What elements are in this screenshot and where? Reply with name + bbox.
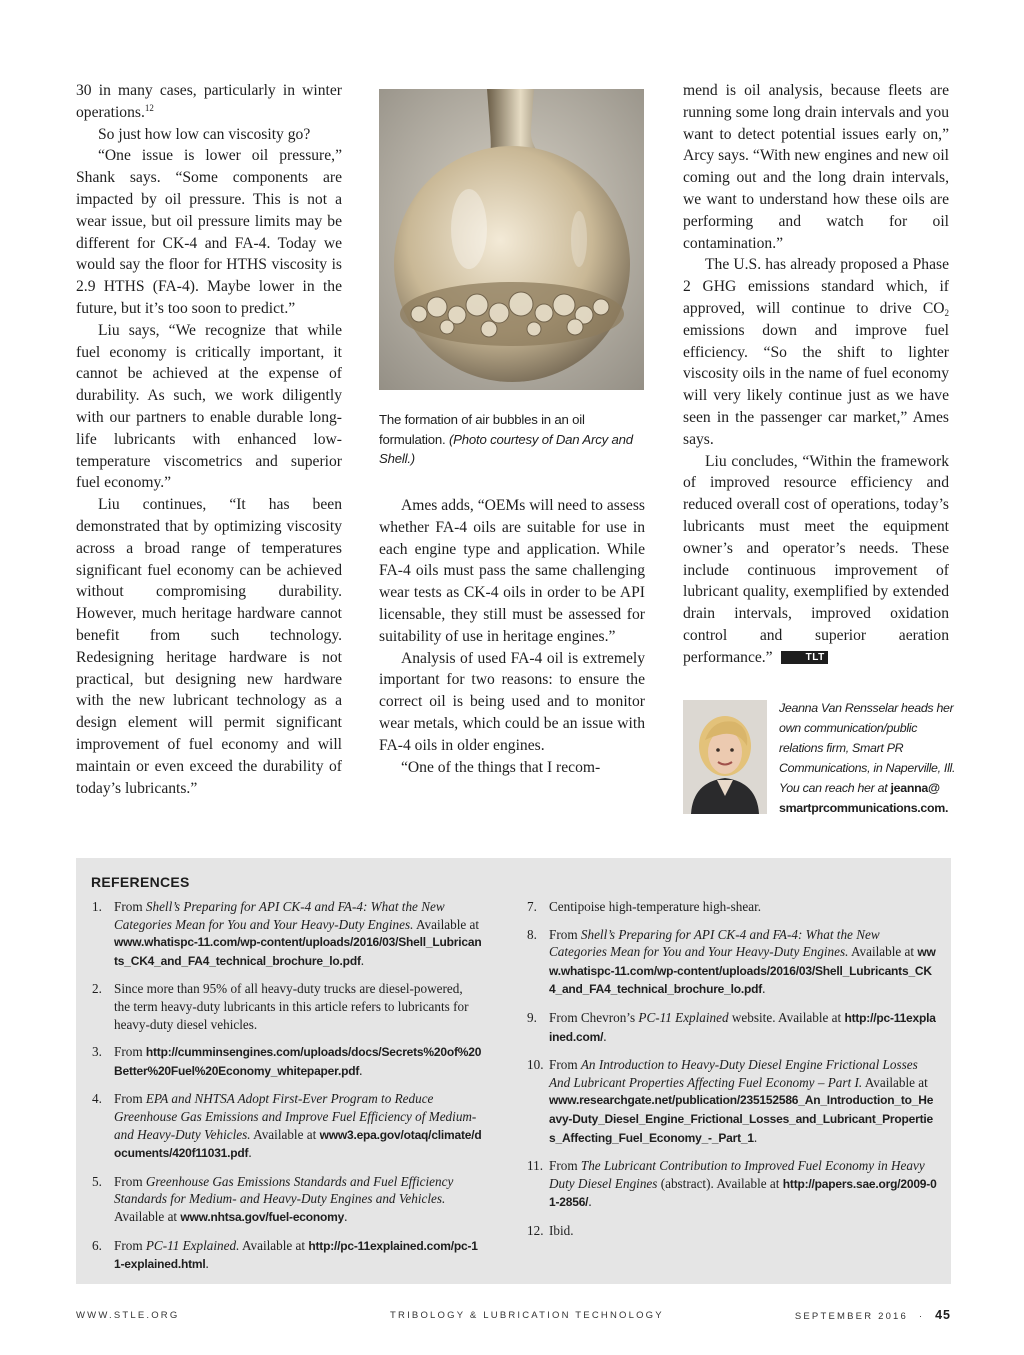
reference-title: Shell’s Preparing for API CK-4 and FA-4: What the New Categories Mean for You and Your Heavy-Duty Engines. — [549, 926, 880, 960]
reference-text: (abstract). Available at — [657, 1175, 783, 1191]
paragraph: Liu concludes, “Within the framework of improved resource efficiency and reduced overall cost of operations, today’s lubricants must meet the equipment owner’s and operator’s needs. These include continuous improvement of lubricant quality, exemplified by extended drain intervals, improved oxidation control and superior aeration performance.” TLT — [683, 452, 949, 666]
reference-text: Available at — [848, 944, 918, 960]
reference-number: 8. — [527, 926, 537, 942]
reference-number: 6. — [92, 1237, 102, 1253]
paragraph: Analysis of used FA-4 oil is extremely important for two reasons: to ensure the correct oil is being used and to monitor wear metals, which could be an issue with FA-4 oils in older engines. — [379, 649, 645, 754]
photo-caption — [379, 410, 654, 469]
reference-item — [527, 1222, 937, 1240]
reference-text: Available at — [413, 916, 480, 932]
footer-issue: SEPTEMBER 2016 · 45 — [794, 1308, 951, 1322]
footer-magazine-name: TRIBOLOGY & LUBRICATION TECHNOLOGY — [390, 1310, 664, 1321]
reference-link[interactable]: www.whatispc-11.com/wp-content/uploads/2016/03/Shell_Lubricants_CK4_and_FA4_technical_brochure_lo.pdf — [549, 945, 936, 997]
reference-text: Since more than 95% of all heavy-duty trucks are diesel-powered, the term heavy-duty lubricants in this article refers to lubricants for heavy-duty diesel vehicles. — [114, 981, 469, 1032]
reference-number: 5. — [92, 1173, 102, 1189]
reference-number: 9. — [527, 1009, 537, 1025]
reference-title: An Introduction to Heavy-Duty Diesel Engine Frictional Losses And Lubricant Properties Affecting Fuel Economy – Part I. — [549, 1057, 918, 1090]
reference-text: Ibid. — [549, 1222, 574, 1238]
reference-link[interactable]: http://cumminsengines.com/uploads/docs/Secrets%20of%20Better%20Fuel%20Economy_whitepaper.pdf — [114, 1045, 482, 1078]
reference-title: EPA and NHTSA Adopt First-Ever Program to Reduce Greenhouse Gas Emissions and Improve Fuel Efficiency of Medium- and Heavy-Duty Vehicles. — [114, 1091, 477, 1142]
reference-title: Shell’s Preparing for API CK-4 and FA-4: What the New Categories Mean for You and Your Heavy-Duty Engines. — [114, 899, 445, 932]
reference-text: From — [114, 1237, 146, 1253]
reference-link[interactable]: www3.epa.gov/otaq/climate/documents/420f11031.pdf — [114, 1127, 482, 1161]
reference-link[interactable]: www.researchgate.net/publication/235152586_An_Introduction_to_Heavy-Duty_Diesel_Engine_Frictional_Losses_and_Lubricant_Properties_Affecting_Fuel_Economy_-_Part_1 — [549, 1093, 934, 1145]
paragraph: mend is oil analysis, because fleets are running some long drain intervals and you want to detect potential issues early on,” Arcy says. “With new engines and new oil coming out and the long drain intervals, we want to understand how these oils are performing and watch for oil contamination.” — [683, 82, 949, 252]
reference-item — [92, 1173, 482, 1227]
reference-item — [527, 898, 937, 916]
paragraph: So just how low can viscosity go? — [98, 125, 311, 143]
reference-text: . — [344, 1208, 348, 1224]
reference-text: . — [762, 981, 766, 997]
oil-flask-icon — [379, 89, 644, 390]
reference-title: PC-11 Explained. — [145, 1237, 240, 1253]
page-footer — [76, 1310, 951, 1324]
reference-number: 1. — [92, 899, 102, 914]
article-column-middle — [379, 495, 645, 778]
reference-number: 10. — [527, 1057, 544, 1073]
reference-number: 4. — [92, 1091, 102, 1107]
reference-text: From Chevron’s — [549, 1009, 639, 1025]
reference-item — [527, 1157, 937, 1212]
footnote-ref[interactable]: 12 — [144, 102, 154, 113]
reference-number: 12. — [527, 1222, 544, 1238]
reference-text: . — [360, 952, 365, 968]
reference-item — [92, 1237, 482, 1274]
article-column-left — [76, 80, 342, 799]
reference-item — [527, 926, 937, 999]
paragraph: The U.S. has already proposed a Phase 2 GHG emissions standard which, if approved, will continue to drive $CO_2$ emissions down and improve fuel efficiency. “So the shift to lighter viscosity oils in the name of fuel economy will very likely continue just as we have seen in the passenger car market,” Ames says. — [683, 256, 949, 448]
reference-text: From — [549, 1057, 581, 1073]
photo-credit: (Photo courtesy of Dan Arcy and Shell.) — [379, 431, 633, 466]
reference-item — [92, 980, 482, 1033]
author-portrait-icon — [683, 700, 767, 814]
paragraph: 30 in many cases, particularly in winter operations.$^{12}$ — [76, 82, 342, 121]
reference-text: Available at — [862, 1074, 928, 1090]
paragraph: Ames adds, “OEMs will need to assess whether FA-4 oils are suitable for use in each engine type and application. While FA-4 oils must pass the same challenging wear tests as CK-4 oils in order to be API licensable, they still must be assessed for suitability of use in heritage engines.” — [379, 497, 645, 645]
author-portrait — [683, 700, 767, 814]
reference-item — [92, 1043, 482, 1080]
author-bio: Jeanna Van Rensselar heads her own communication/public relations firm, Smart PR Communications, in Naperville, Ill. You can reach her at jeanna@ smartprcommunications.com. — [779, 701, 956, 815]
reference-text: . — [753, 1129, 758, 1145]
reference-number: 3. — [92, 1044, 102, 1060]
reference-text: From — [114, 1173, 146, 1189]
caption-text: The formation of air bubbles in an oil formulation. — [379, 412, 585, 447]
paragraph: “One of the things that I recom- — [401, 758, 601, 776]
reference-number: 2. — [92, 981, 102, 997]
reference-text: . — [588, 1194, 592, 1210]
reference-text: Available at — [114, 1208, 181, 1224]
page-number: 45 — [935, 1308, 951, 1322]
reference-text: Centipoise high-temperature high-shear. — [549, 899, 762, 914]
reference-title: PC-11 Explained — [638, 1009, 729, 1025]
reference-text: . — [603, 1028, 607, 1044]
reference-text: . — [205, 1256, 209, 1272]
reference-text: Available at — [250, 1126, 320, 1142]
reference-text: From — [549, 926, 581, 942]
reference-text: website. Available at — [728, 1009, 845, 1025]
reference-number: 7. — [527, 899, 537, 914]
references-heading: REFERENCES — [91, 874, 190, 890]
references-column-left — [92, 898, 482, 1284]
references-column-right — [527, 898, 937, 1250]
reference-text: From — [114, 1044, 146, 1060]
author-email[interactable]: jeanna@ smartprcommunications.com. — [779, 781, 949, 815]
reference-link[interactable]: http://pc-11explained.com/pc-11-explained.html — [114, 1238, 478, 1272]
paragraph: “One issue is lower oil pressure,” Shank says. “Some components are impacted by oil pressure. This is not a wear issue, but oil pressure limits may be different for CK-4 and FA-4. Today we would say the floor for HTHS viscosity is 2.9 HTHS (FA-4). Maybe lower in the future, but it’s too soon to predict.” — [76, 147, 342, 317]
reference-link[interactable]: http://papers.sae.org/2009-01-2856/ — [549, 1176, 937, 1210]
reference-title: Greenhouse Gas Emissions Standards and Fuel Efficiency Standards for Medium- and Heavy-Duty Engines and Vehicles. — [114, 1173, 454, 1207]
references-box — [76, 858, 951, 1284]
article-column-right — [683, 80, 949, 669]
reference-item — [92, 898, 482, 970]
reference-item — [527, 1056, 937, 1147]
reference-number: 11. — [527, 1158, 543, 1174]
reference-text: Available at — [239, 1237, 309, 1253]
reference-text: . — [248, 1145, 252, 1161]
reference-link[interactable]: www.nhtsa.gov/fuel-economy — [180, 1209, 345, 1224]
reference-item — [527, 1009, 937, 1046]
tlt-end-mark: TLT — [781, 651, 828, 664]
paragraph: Liu continues, “It has been demonstrated that by optimizing viscosity across a broad range of temperatures significant fuel economy can be achieved without compromising durability. However, much heritage hardware cannot benefit from such technology. Redesigning heritage hardware is not practical, but designing new hardware with the new lubricant technology as a design element will permit significant improvement of fuel economy and will maintain or even exceed the durability of today’s lubricants.” — [76, 496, 342, 797]
reference-link[interactable]: http://pc-11explained.com/ — [549, 1010, 936, 1044]
reference-item — [92, 1090, 482, 1162]
reference-title: The Lubricant Contribution to Improved Fuel Economy in Heavy Duty Diesel Engines — [549, 1158, 925, 1191]
reference-text: From — [549, 1158, 581, 1174]
reference-text: From — [114, 899, 146, 914]
paragraph: Liu says, “We recognize that while fuel economy is critically important, it cannot be achieved at the expense of durability. As such, we work diligently with our partners to enable durable long-life lubricants with enhanced low-temperature viscometrics and superior fuel economy.” — [76, 321, 342, 492]
reference-text: From — [114, 1091, 146, 1107]
reference-link[interactable]: www.whatispc-11.com/wp-content/uploads/2016/03/Shell_Lubricants_CK4_and_FA4_technical_brochure_lo.pdf — [114, 935, 482, 968]
footer-website[interactable]: WWW.STLE.ORG — [76, 1310, 180, 1321]
oil-flask-photo — [379, 89, 644, 390]
reference-text: . — [359, 1062, 363, 1078]
